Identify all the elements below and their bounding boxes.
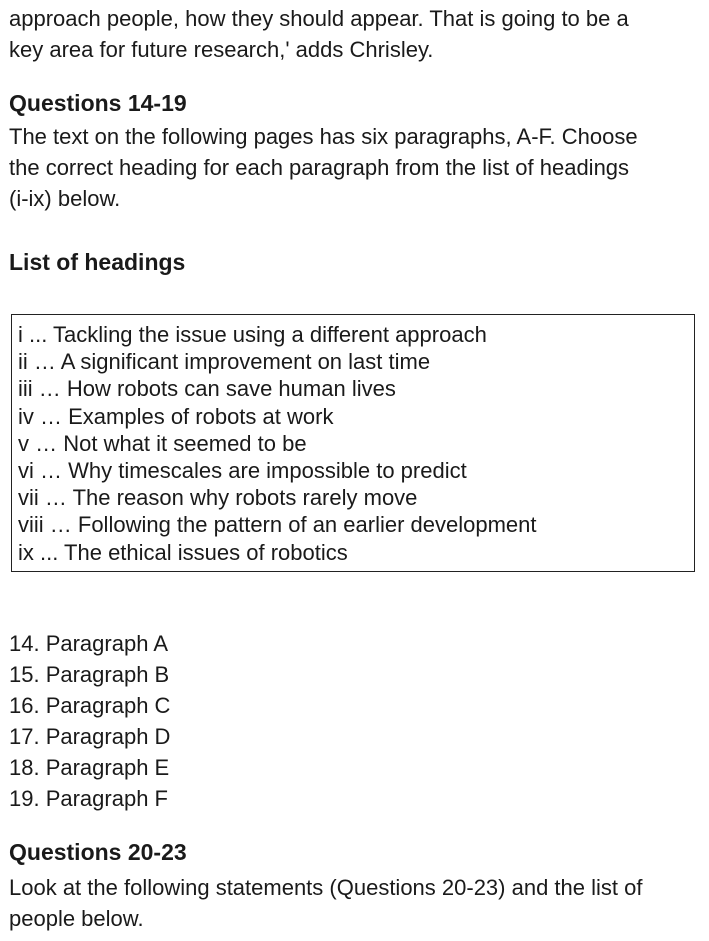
instruction-line: people below. [9,906,144,931]
headings-box [11,314,695,572]
intro-text [9,3,629,65]
paragraph-question: 18. Paragraph E [9,755,170,780]
heading-option: iv … Examples of robots at work [18,403,334,429]
questions-20-23-instructions [9,872,642,934]
instruction-line: the correct heading for each paragraph from the list of headings [9,155,630,180]
heading-option: ix ... The ethical issues of robotics [18,539,348,565]
paragraph-question: 15. Paragraph B [9,662,170,687]
heading-option: vi … Why timescales are impossible to predict [18,458,467,484]
paragraph-question: 19. Paragraph F [9,786,168,811]
questions-20-23-heading: Questions 20-23 [9,839,187,865]
heading-option: viii … Following the pattern of an earlier development [18,512,537,538]
paragraph-question: 16. Paragraph C [9,693,171,718]
heading-option: v … Not what it seemed to be [18,430,307,456]
list-of-headings-title: List of headings [9,249,186,275]
intro-line: key area for future research,' adds Chrisley. [9,37,434,62]
heading-option: vii … The reason why robots rarely move [18,485,418,511]
heading-option: iii … How robots can save human lives [18,376,396,402]
heading-option: i ... Tackling the issue using a different approach [18,322,487,347]
paragraph-question-list [9,628,170,814]
intro-line: approach people, how they should appear. That is going to be a [9,6,629,31]
heading-option: ii … A significant improvement on last time [18,349,431,375]
paragraph-question: 14. Paragraph A [9,631,169,656]
paragraph-question: 17. Paragraph D [9,724,171,749]
instruction-line: Look at the following statements (Questions 20-23) and the list of [9,875,643,900]
questions-14-19-instructions [9,121,638,214]
questions-14-19-heading: Questions 14-19 [9,90,187,116]
instruction-line: The text on the following pages has six paragraphs, A-F. Choose [9,124,638,149]
instruction-line: (i-ix) below. [9,186,121,211]
